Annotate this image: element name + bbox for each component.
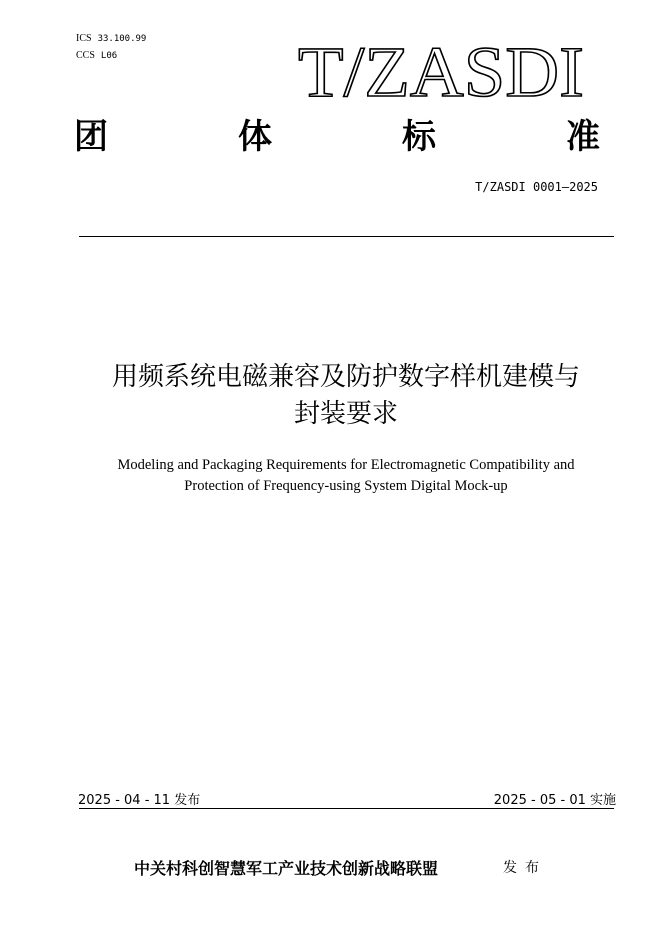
ics-value: 33.100.99 [97, 34, 147, 44]
ics-code [76, 32, 146, 46]
title-cn-line1: 用频系统电磁兼容及防护数字样机建模与 [111, 362, 580, 392]
standard-type-char: 准 [566, 117, 600, 157]
implementation-date: 2025 - 05 - 01 实施 [493, 793, 616, 808]
logo-text: T/ZASDI [298, 38, 584, 104]
standard-type-char: 标 [402, 117, 436, 157]
ccs-value: L06 [100, 51, 118, 61]
standard-type-char: 团 [74, 117, 108, 157]
publish-label: 发布 [503, 860, 547, 876]
organization-logo [296, 38, 586, 104]
standard-code: T/ZASDI 0001—2025 [475, 180, 598, 194]
issue-date: 2025 - 04 - 11 发布 [78, 793, 201, 808]
ccs-label: CCS [76, 50, 95, 61]
title-en-line1: Modeling and Packaging Requirements for Electromagnetic Compatibility and [117, 457, 575, 473]
header-divider [79, 236, 614, 237]
title-en-line2: Protection of Frequency-using System Digital Mock-up [184, 478, 508, 494]
ics-label: ICS [76, 33, 92, 44]
publisher-name: 中关村科创智慧军工产业技术创新战略联盟 [134, 859, 439, 878]
ccs-code [76, 49, 117, 63]
title-cn-line2: 封装要求 [293, 399, 398, 429]
footer-divider [79, 808, 614, 809]
standard-type-char: 体 [238, 117, 272, 157]
